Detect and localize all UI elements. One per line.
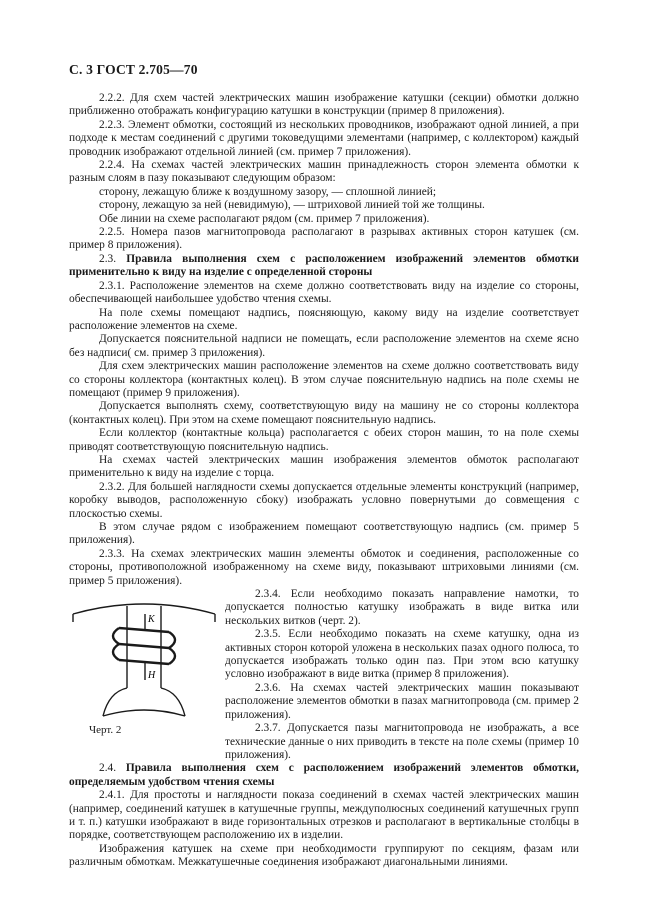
paragraph: Если коллектор (контактные кольца) располагается с обеих сторон машин, то на поле схемы приводят соответствующую пояснительную надпись. [69,427,579,453]
section-heading-2-4 [69,762,579,789]
heading-text: Правила выполнения схем с расположением изображений элементов обмотки, определяемым удобством чтения схемы [69,762,579,788]
figure-caption: Черт. 2 [89,724,122,737]
figure-block [69,588,579,762]
document-body [69,92,579,870]
paragraph: сторону, лежащую ближе к воздушному зазору, — сплошной линией; [99,185,437,198]
paragraph: 2.4.1. Для простоты и наглядности показа соединений в схемах частей электрических машин (например, соединений катушек в катушечные группы, междуполюсных соединений катушечных групп и т. п.) катушки изображают в виде горизонтальных отрезков и располагают в вертикальные столбцы в порядке, соответствующем расположению их в изделии. [69,789,579,842]
paragraph: 2.3.3. На схемах электрических машин элементы обмоток и соединения, расположенные со стороны, противоположной изображенному на схеме виду, показывают штриховыми линиями (см. пример 5 приложения). [69,547,579,587]
section-2-4 [69,789,579,869]
paragraph: 2.2.4. На схемах частей электрических машин принадлежность сторон элемента обмотки к разным слоям в пазу показывают следующим образом: [69,159,579,185]
paragraph: 2.2.3. Элемент обмотки, состоящий из нескольких проводников, изображают одной линией, а при подходе к местам соединений с другими токоведущими элементами (например, с коллектором) каждый проводник изображают отдельной линией (см. пример 7 приложения). [69,118,579,158]
paragraph: 2.3.1. Расположение элементов на схеме должно соответствовать виду на изделие со стороны, обеспечивающей наибольшее удобство чтения схемы. [69,279,579,306]
paragraph: На поле схемы помещают надпись, поясняющую, какому виду на изделие соответствует расположение элементов на схеме. [69,306,579,332]
paragraph: Обе линии на схеме располагают рядом (см. пример 7 приложения). [99,212,430,225]
heading-text: Правила выполнения схем с расположением изображений элементов обмотки применительно к виду на изделие с определенной стороны [69,252,579,279]
paragraph: 2.3.4. Если необходимо показать направление намотки, то допускается полностью катушку изображать в виде витка или нескольких витков (черт. 2). [225,588,579,627]
section-2-2 [69,92,579,253]
paragraph: Допускается выполнять схему, соответствующую виду на машину не со стороны коллектора (контактных колец). При этом на схеме помещают пояснительную надпись. [69,400,579,426]
paragraph: На схемах частей электрических машин изображения элементов обмоток располагают применительно к виду на изделие с торца. [69,453,579,480]
paragraph: 2.2.5. Номера пазов магнитопровода располагают в разрывах активных сторон катушек (см. пример 8 приложения). [69,226,579,252]
paragraph: Изображения катушек на схеме при необходимости группируют по секциям, фазам или различным обмоткам. Межкатушечные соединения изображают диагональными линиями. [69,842,579,869]
figure-side-text [225,588,579,762]
figure-drawing-2 [69,592,219,742]
section-2-3 [69,280,579,588]
paragraph: 2.3.5. Если необходимо показать на схеме катушку, одна из активных сторон которой уложена в нескольких пазах одного полюса, то допускается изображать только один паз. При этом всю катушку условно изображают в виде витка (пример 8 приложения). [225,628,579,681]
paragraph: Допускается пояснительной надписи не помещать, если расположение элементов на схеме ясно без надписи( см. пример 3 приложения). [69,333,579,359]
coil-start-label: К [148,614,155,626]
paragraph: сторону, лежащую за ней (невидимую), — штриховой линией той же толщины. [99,199,485,212]
paragraph: 2.3.2. Для большей наглядности схемы допускается отдельные элементы конструкций (например, коробку выводов, расположенную сбоку) изображать условно повернутыми до совмещения с плоскостью схемы. [69,480,579,520]
page-header: С. 3 ГОСТ 2.705—70 [69,62,198,77]
paragraph: В этом случае рядом с изображением помещают соответствующую надпись (см. пример 5 приложения). [69,521,579,547]
paragraph: 2.3.6. На схемах частей электрических машин показывают расположение элементов обмотки в пазах магнитопровода (см. пример 2 приложения). [225,681,579,721]
paragraph: 2.2.2. Для схем частей электрических машин изображение катушки (секции) обмотки должно приближенно отображать конфигурацию катушки в конструкции (пример 8 приложения). [69,92,579,118]
section-heading-2-3 [69,253,579,280]
heading-number: 2.4. [99,762,117,775]
paragraph: Для схем электрических машин расположение элементов на схеме должно соответствовать виду со стороны коллектора (контактных колец). В этом случае пояснительную надпись на поле схемы не помещают (пример 9 приложения). [69,360,579,399]
heading-number: 2.3. [99,252,117,265]
coil-winding-figure [69,592,219,722]
paragraph: 2.3.7. Допускается пазы магнитопровода не изображать, а все технические данные о них приводить в тексте на поле схемы (пример 10 приложения). [225,722,579,761]
coil-end-label: Н [148,670,156,682]
